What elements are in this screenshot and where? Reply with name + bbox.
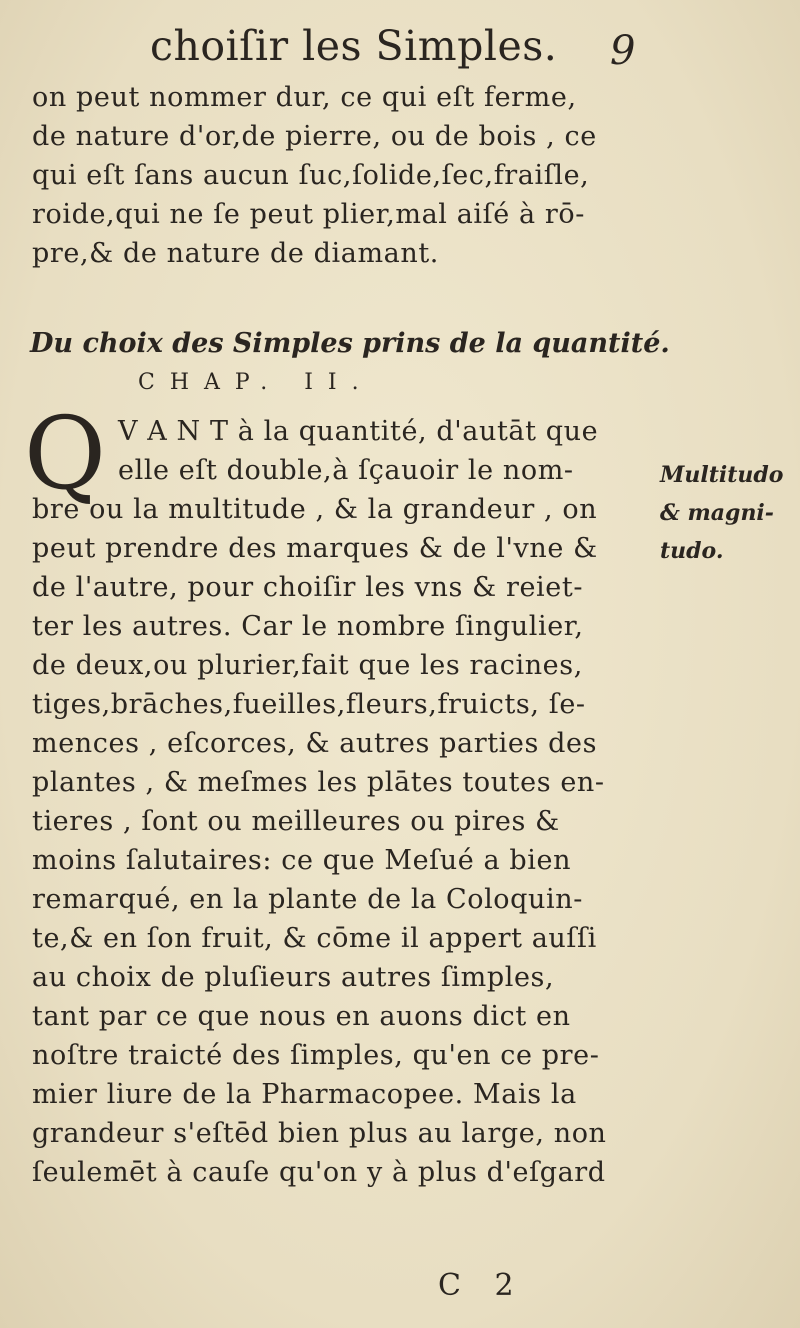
text-line: tant par ce que nous en auons dict en [32,1001,571,1032]
text-line: mences , eſcorces, & autres parties des [32,728,598,759]
text-line: de nature d'or,de pierre, ou de bois , ce [32,121,597,152]
margin-note: tudo. [660,538,724,564]
text-line: pre,& de nature de diamant. [32,238,439,269]
text-line: bre ou la multitude , & la grandeur , on [32,494,598,525]
margin-note: & magni- [660,500,774,526]
text-line: qui eſt ſans aucun ſuc,ſolide,ſec,fraiſle, [32,160,590,191]
text-line: plantes , & meſmes les plātes toutes en- [32,767,605,798]
chapter-label: CHAP. II. [138,370,374,395]
text-line: V A N T à la quantité, d'autāt que [118,416,599,447]
text-line: au choix de pluſieurs autres ſimples, [32,962,555,993]
running-head: choiſir les Simples. [150,22,558,70]
text-line: roide,qui ne ſe peut plier,mal aiſé à rō- [32,199,585,230]
text-line: grandeur s'eſtēd bien plus au large, non [32,1118,607,1149]
text-line: ter les autres. Car le nombre ſingulier, [32,611,584,642]
text-line: tiges,brāches,fueilles,fleurs,fruicts, ſe- [32,689,586,720]
text-line: moins ſalutaires: ce que Meſué a bien [32,845,572,876]
text-line: de l'autre, pour choiſir les vns & reiet- [32,572,584,603]
text-line: de deux,ou plurier,fait que les racines, [32,650,583,681]
text-line: te,& en ſon fruit, & cōme il appert auſſi [32,923,597,954]
signature-mark: C 2 [438,1268,526,1303]
text-line: noſtre traicté des ſimples, qu'en ce pre- [32,1040,600,1071]
text-line: elle eſt double,à ſçauoir le nom- [118,455,574,486]
text-line: peut prendre des marques & de l'vne & [32,533,598,564]
text-line: remarqué, en la plante de la Coloquin- [32,884,583,915]
margin-note: Multitudo [660,462,784,488]
text-line: ſeulemēt à cauſe qu'on y à plus d'eſgard [32,1157,606,1188]
text-line: on peut nommer dur, ce qui eſt ferme, [32,82,577,113]
page-header [0,18,800,78]
drop-cap: Q [24,395,106,512]
text-line: mier liure de la Pharmacopee. Mais la [32,1079,577,1110]
section-heading: Du choix des Simples prins de la quantité. [30,328,670,359]
text-line: tieres , ſont ou meilleures ou pires & [32,806,560,837]
page-number: 9 [610,28,636,74]
